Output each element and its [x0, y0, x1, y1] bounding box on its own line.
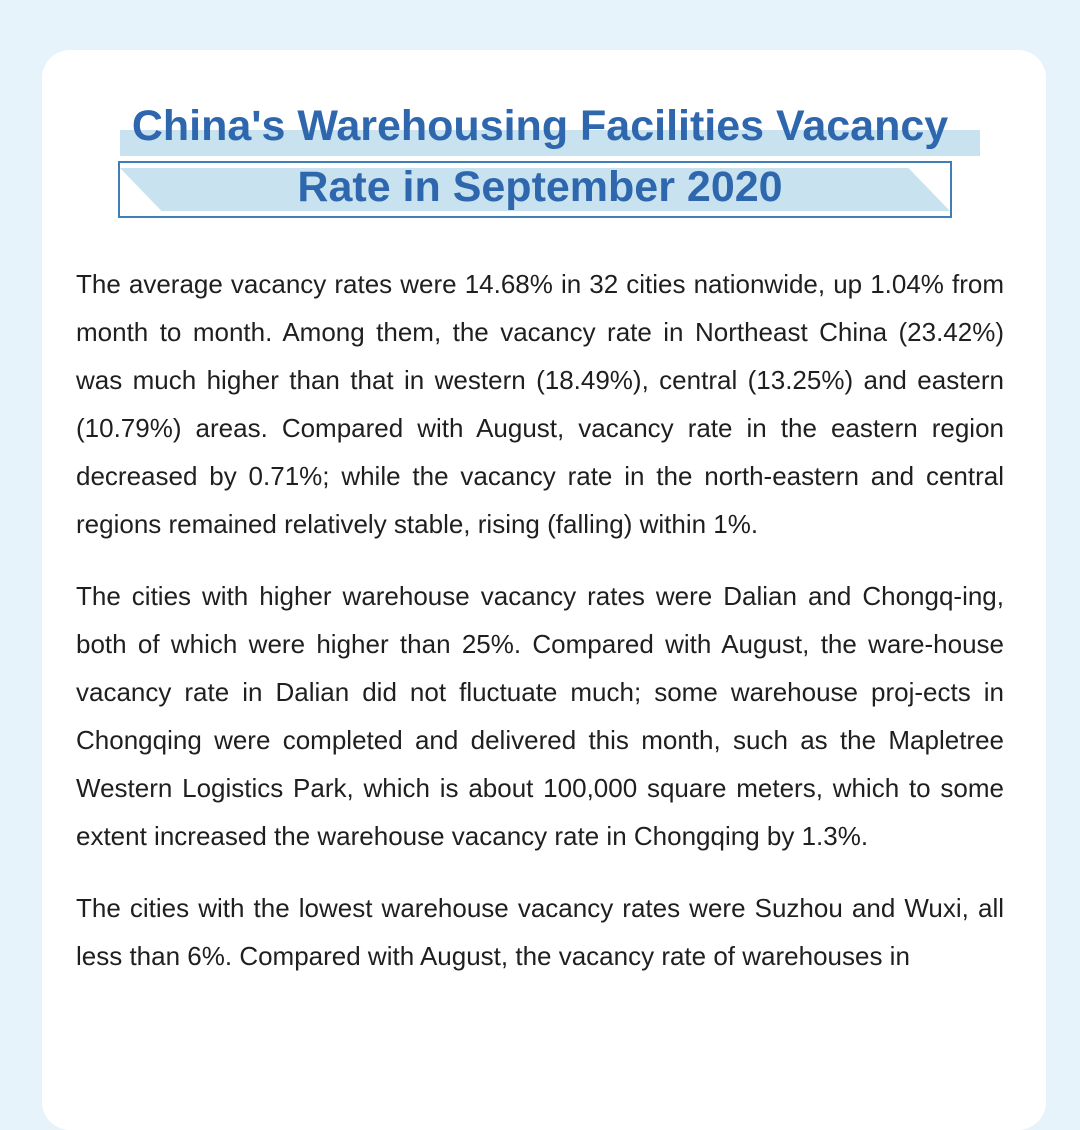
article-card — [42, 50, 1046, 1130]
title-block — [42, 50, 1046, 280]
page-title-line-1: China's Warehousing Facilities Vacancy — [131, 102, 949, 150]
paragraph-2: The cities with higher warehouse vacancy rates were Dalian and Chongq-ing, both of which were higher than 25%. Compared with August, the ware-house vacancy rate in Dalian did not fluctuate much; some warehouse proj-ects in Chongqing were completed and delivered this month, such as the Mapletree Western Logistics Park, which is about 100,000 square meters, which to some extent increased the warehouse vacancy rate in Chongqing by 1.3%. — [76, 581, 1004, 851]
article-body — [76, 260, 1004, 1004]
page-title-line-2: Rate in September 2020 — [297, 163, 783, 211]
paragraph-3: The cities with the lowest warehouse vacancy rates were Suzhou and Wuxi, all less than 6%. Compared with August, the vacancy rate of warehouses in — [76, 893, 1004, 971]
paragraph-1: The average vacancy rates were 14.68% in 32 cities nationwide, up 1.04% from month to month. Among them, the vacancy rate in Northeast China (23.42%) was much higher than that in western (18.49%), central (13.25%) and eastern (10.79%) areas. Compared with August, vacancy rate in the eastern region decreased by 0.71%; while the vacancy rate in the north-eastern and central regions remained relatively stable, rising (falling) within 1%. — [76, 269, 1004, 539]
